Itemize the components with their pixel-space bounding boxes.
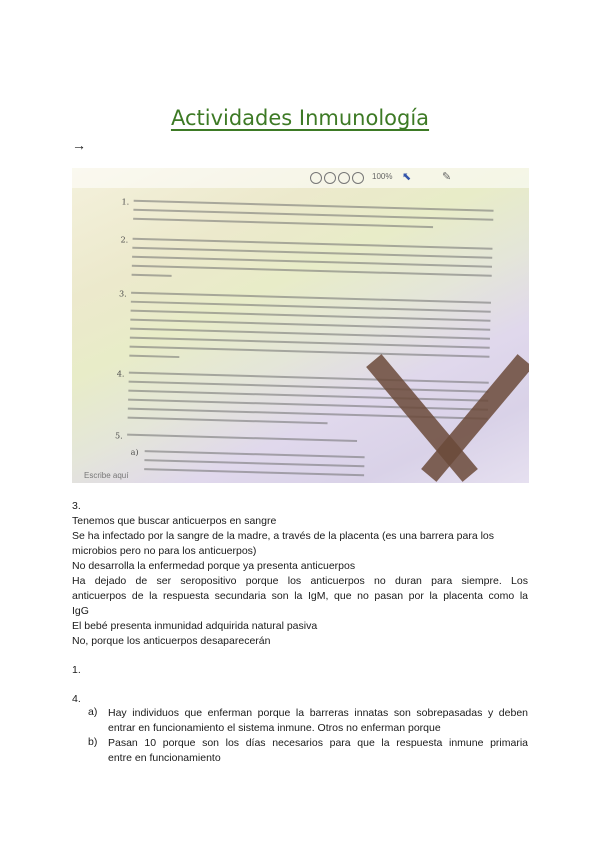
photo-item-number: 2. (120, 235, 129, 245)
list-item-line: Hay individuos que enferman porque la barreras innatas son sobrepasadas y deben (108, 707, 528, 719)
list-marker: a) (88, 706, 98, 718)
circle-icon (324, 172, 336, 184)
photo-subitem: a) (130, 447, 139, 457)
photo-item-number: 4. (116, 369, 125, 379)
answer-line: anticuerpos de la respuesta secundaria son la IgM, que no pasan por la placenta como la (72, 590, 528, 602)
section-number: 1. (72, 664, 81, 676)
photo-item-number: 1. (121, 197, 130, 207)
cursor-icon: ⬉ (402, 171, 412, 183)
exam-photo (72, 168, 529, 483)
answer-line: No, porque los anticuerpos desaparecerán (72, 635, 271, 647)
viewer-toolbar (72, 168, 529, 188)
photo-item-number: 5. (114, 431, 123, 441)
circle-icon (352, 172, 364, 184)
section-number: 4. (72, 693, 81, 705)
answer-line: Ha dejado de ser seropositivo porque los anticuerpos no duran para siempre. Los (72, 575, 528, 587)
section-number: 3. (72, 500, 81, 512)
document-title: Actividades Inmunología (170, 106, 430, 130)
answer-line: El bebé presenta inmunidad adquirida natural pasiva (72, 620, 318, 632)
photo-item-number: 3. (118, 289, 127, 299)
arrow-icon: → (72, 137, 86, 153)
zoom-level: 100% (372, 172, 393, 181)
answer-line: No desarrolla la enfermedad porque ya presenta anticuerpos (72, 560, 356, 572)
list-item-line: entre en funcionamiento (108, 752, 221, 764)
answer-line: Se ha infectado por la sangre de la madre, a través de la placenta (es una barrera para los (72, 530, 495, 542)
list-item-line: entrar en funcionamiento el sistema inmune. Otros no enferman porque (108, 722, 441, 734)
answer-line: Tenemos que buscar anticuerpos en sangre (72, 515, 277, 527)
answer-line: IgG (72, 605, 89, 617)
circle-icon (338, 172, 350, 184)
answer-line: microbios pero no para los anticuerpos) (72, 545, 257, 557)
circle-icon (310, 172, 322, 184)
list-item-line: Pasan 10 porque son los días necesarios para que la respuesta inmune primaria (108, 737, 528, 749)
search-hint: Escribe aquí (84, 471, 129, 480)
pen-icon: ✎ (442, 171, 452, 183)
list-marker: b) (88, 736, 98, 748)
